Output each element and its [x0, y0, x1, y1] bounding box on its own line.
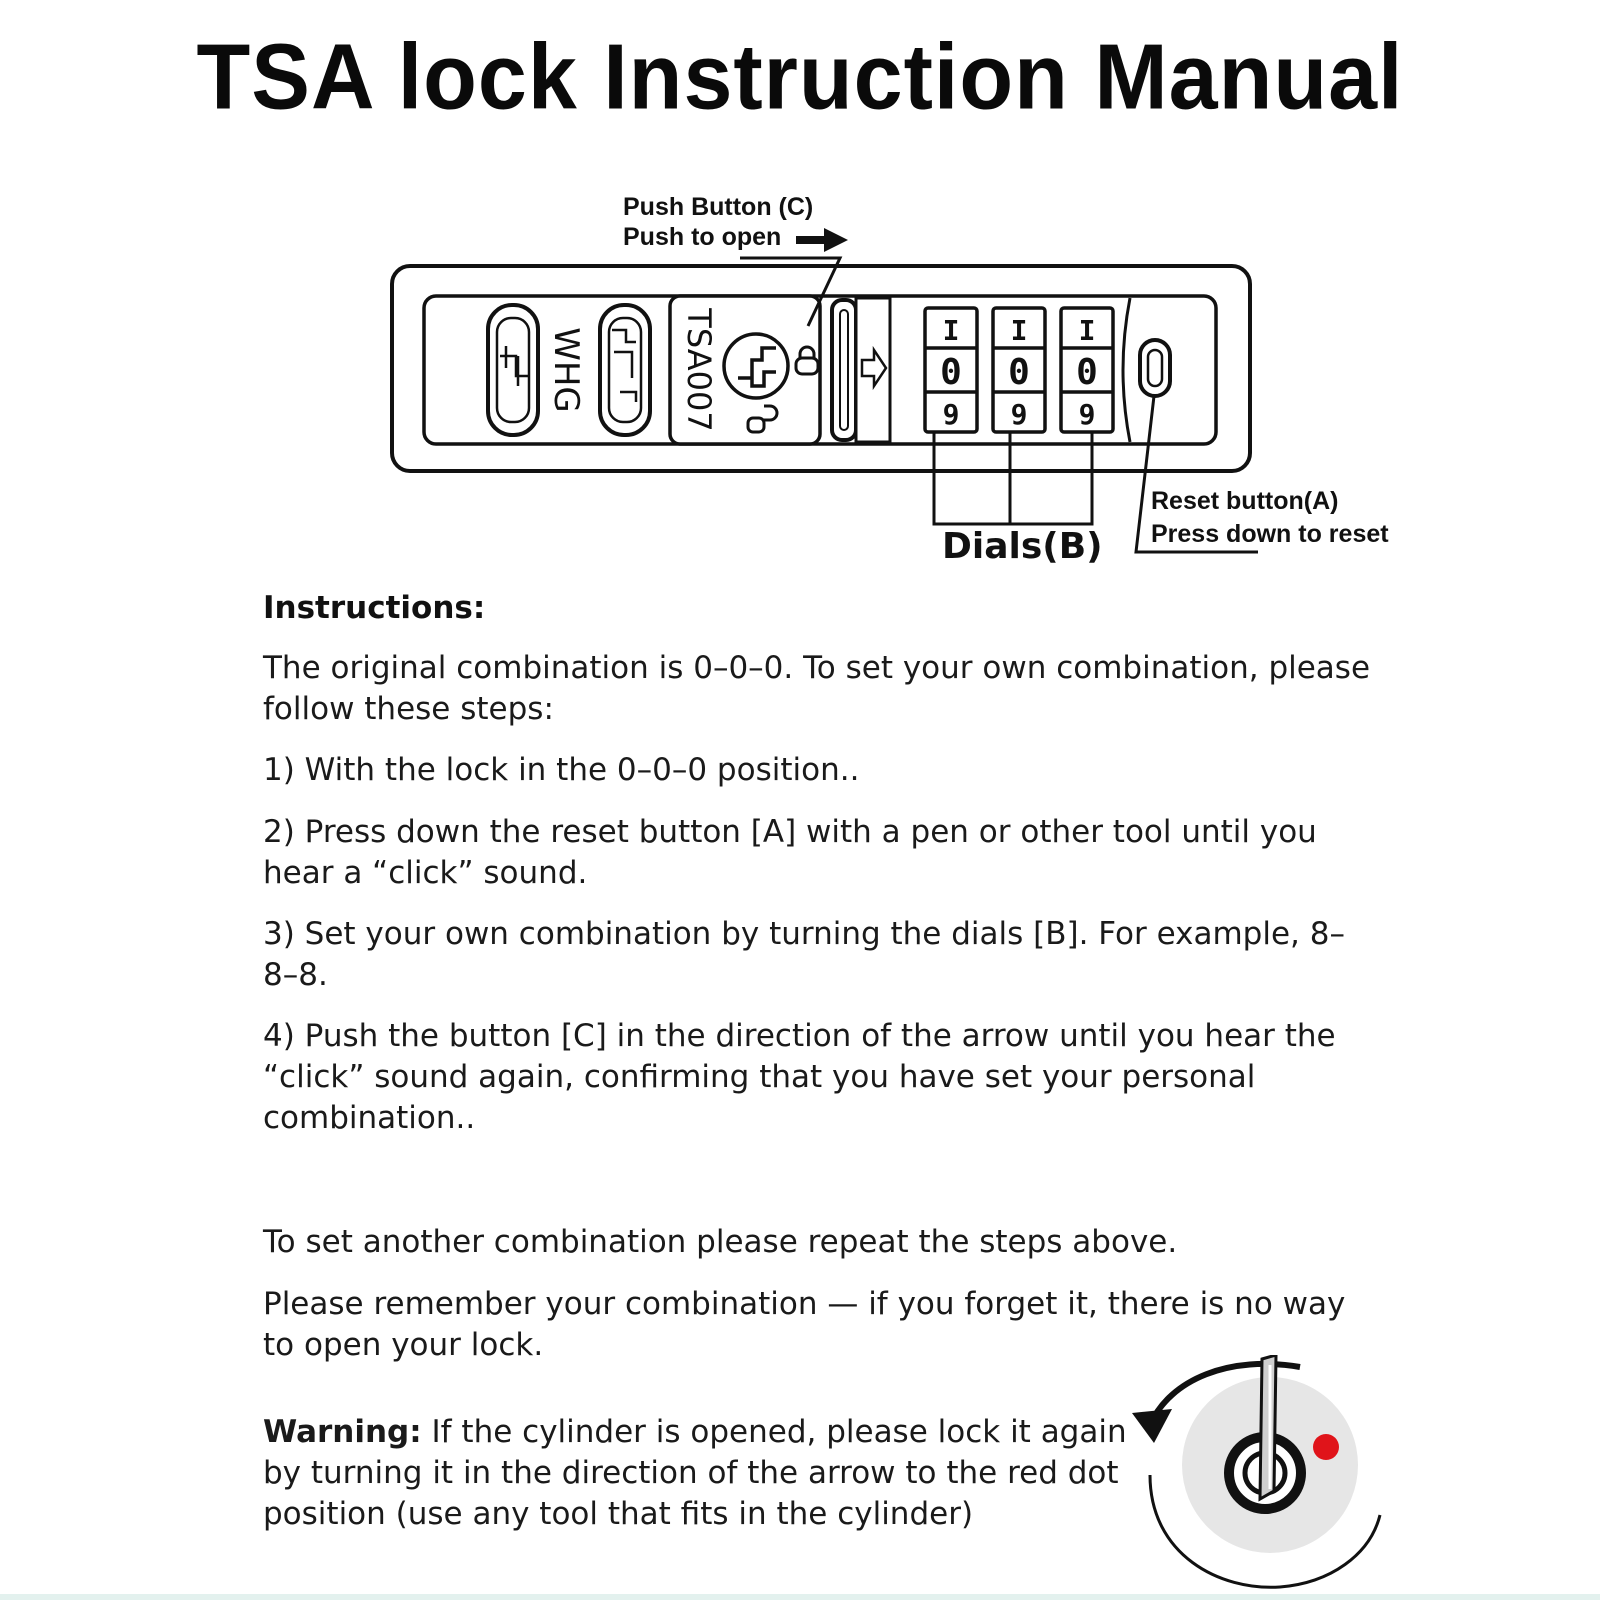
step-1: 1) With the lock in the 0–0–0 position.. — [263, 752, 860, 788]
warning-text: If the cylinder is opened, please lock it again by turning it in the direction of the arrow to the red dot position (use any tool that fits in the cylinder) — [263, 1414, 1127, 1532]
reset-button-label: Reset button(A) — [1151, 487, 1339, 515]
dial-1-bot: 9 — [942, 398, 960, 431]
cylinder-illustration — [1130, 1355, 1390, 1595]
reset-instruction-label: Press down to reset — [1151, 520, 1389, 548]
reset-button-a — [1140, 340, 1170, 396]
push-to-open-arrow-icon — [796, 228, 848, 252]
push-button-label: Push Button (C) — [623, 193, 814, 221]
dial-1-mid: 0 — [940, 352, 962, 393]
dial-3-top: I — [1078, 314, 1096, 347]
instructions-heading: Instructions: — [263, 590, 486, 626]
warning-paragraph — [263, 1412, 1143, 1535]
dial-3-bot: 9 — [1078, 398, 1096, 431]
step-4: 4) Push the button [C] in the direction of the arrow until you hear the “click” sound again, confirming that you have set your personal combination.. — [263, 1018, 1336, 1136]
dial-2-bot: 9 — [1010, 398, 1028, 431]
lock-diagram — [0, 0, 1600, 600]
repeat-note: To set another combination please repeat the steps above. — [263, 1224, 1178, 1260]
dials-label: Dials(B) — [942, 526, 1103, 567]
remember-note: Please remember your combination — if you forget it, there is no way to open your lock. — [263, 1286, 1346, 1363]
step-2: 2) Press down the reset button [A] with a pen or other tool until you hear a “click” sound. — [263, 814, 1317, 891]
model-text: TSA007 — [680, 308, 718, 432]
dial-1-top: I — [942, 314, 960, 347]
red-dot — [1313, 1434, 1339, 1460]
dial-2-mid: 0 — [1008, 352, 1030, 393]
page-bottom-edge — [0, 1594, 1600, 1600]
warning-label: Warning: — [263, 1414, 422, 1450]
instructions-intro: The original combination is 0–0–0. To set your own combination, please follow these steps: — [263, 650, 1371, 727]
manual-title: TSA lock Instruction Manual — [196, 24, 1404, 129]
tool-blade-icon — [1260, 1355, 1276, 1499]
push-button-c — [832, 300, 856, 440]
push-to-open-label: Push to open — [623, 223, 782, 251]
step-3: 3) Set your own combination by turning the dials [B]. For example, 8–8–8. — [263, 916, 1345, 993]
dial-2-top: I — [1010, 314, 1028, 347]
dial-3-mid: 0 — [1076, 352, 1098, 393]
brand-text: WHG — [546, 327, 586, 413]
